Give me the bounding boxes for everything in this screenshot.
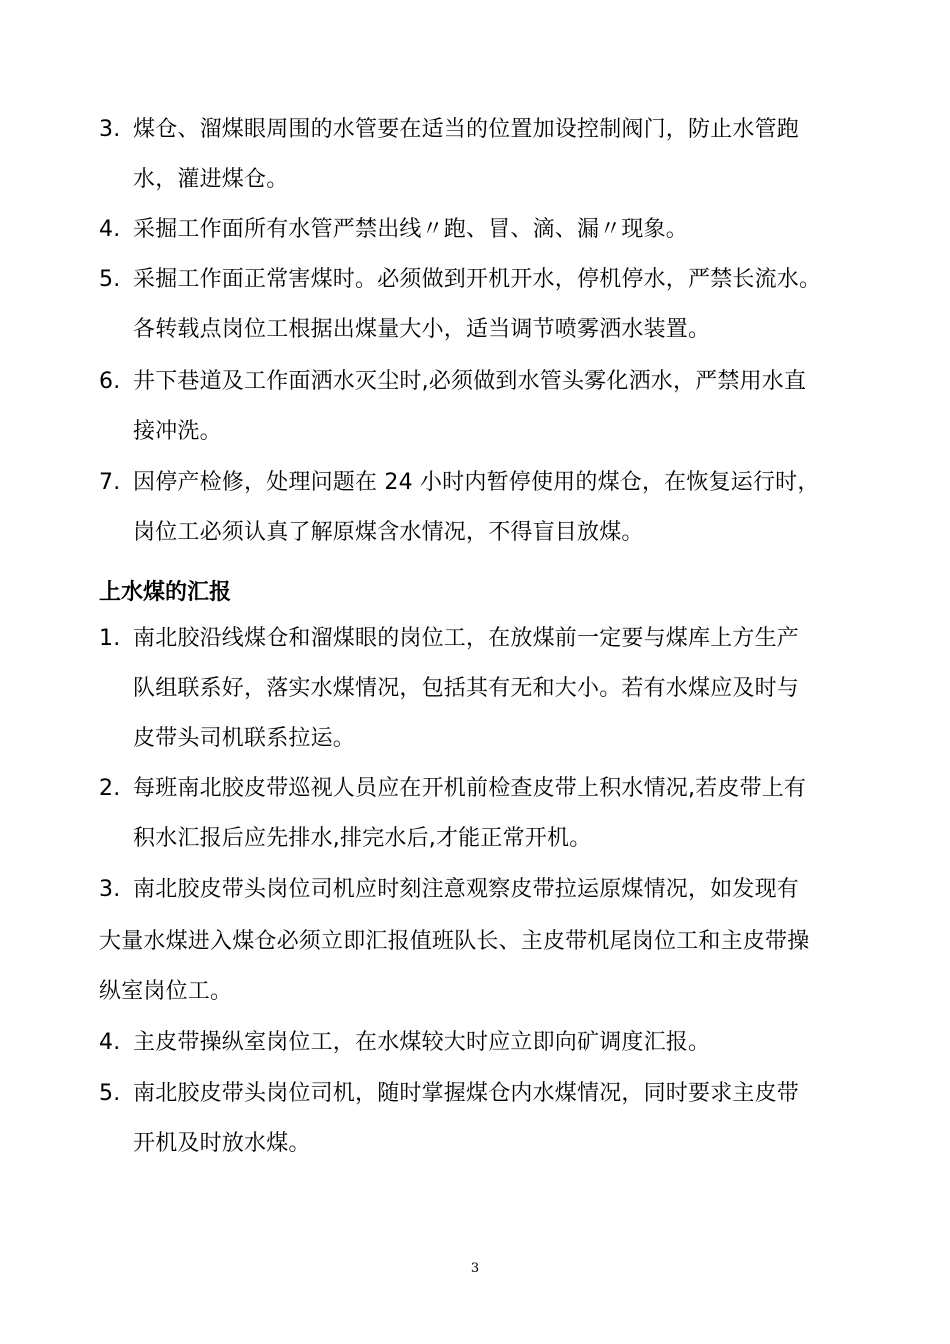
item-text-line: 水，灌进煤仓。 (133, 167, 289, 192)
item-number: 6. (99, 369, 121, 394)
section-heading: 上水煤的汇报 (99, 580, 232, 605)
item-text-line: 井下巷道及工作面洒水灭尘时,必须做到水管头雾化洒水，严禁用水直 (133, 369, 807, 394)
item-number: 4. (99, 1030, 121, 1055)
item-text-line: 大量水煤进入煤仓必须立即汇报值班队长、主皮带机尾岗位工和主皮带操 (99, 929, 810, 954)
item-text-line: 南北胶沿线煤仓和溜煤眼的岗位工，在放煤前一定要与煤库上方生产 (133, 626, 800, 651)
item-text-line: 因停产检修，处理问题在 24 小时内暂停使用的煤仓，在恢复运行时， (133, 470, 820, 495)
item-text-line: 煤仓、溜煤眼周围的水管要在适当的位置加设控制阀门，防止水管跑 (133, 117, 800, 142)
item-text-line: 采掘工作面正常害煤时。必须做到开机开水，停机停水，严禁长流水。 (133, 267, 822, 292)
page-number: 3 (470, 1261, 480, 1276)
item-text-line: 南北胶皮带头岗位司机应时刻注意观察皮带拉运原煤情况，如发现有 (133, 877, 800, 902)
item-text-line: 每班南北胶皮带巡视人员应在开机前检查皮带上积水情况,若皮带上有 (133, 776, 807, 801)
item-text-line: 开机及时放水煤。 (133, 1131, 311, 1156)
item-text-line: 岗位工必须认真了解原煤含水情况，不得盲目放煤。 (133, 520, 644, 545)
item-number: 4. (99, 217, 121, 242)
item-text-line: 南北胶皮带头岗位司机，随时掌握煤仓内水煤情况，同时要求主皮带 (133, 1081, 800, 1106)
item-number: 5. (99, 1081, 121, 1106)
item-number: 2. (99, 776, 121, 801)
item-text-line: 皮带头司机联系拉运。 (133, 726, 356, 751)
item-number: 7. (99, 470, 121, 495)
item-text-line: 采掘工作面所有水管严禁出线〃跑、冒、滴、漏〃现象。 (133, 217, 689, 242)
item-text-line: 接冲洗。 (133, 419, 222, 444)
item-number: 3. (99, 877, 121, 902)
item-text-line: 队组联系好，落实水煤情况，包括其有无和大小。若有水煤应及时与 (133, 676, 800, 701)
item-number: 5. (99, 267, 121, 292)
item-number: 1. (99, 626, 121, 651)
item-text-line: 主皮带操纵室岗位工，在水煤较大时应立即向矿调度汇报。 (133, 1030, 711, 1055)
item-number: 3. (99, 117, 121, 142)
item-text-line: 积水汇报后应先排水,排完水后,才能正常开机。 (133, 826, 592, 851)
item-text-line: 各转载点岗位工根据出煤量大小，适当调节喷雾洒水装置。 (133, 317, 711, 342)
item-text-line: 纵室岗位工。 (99, 979, 233, 1004)
